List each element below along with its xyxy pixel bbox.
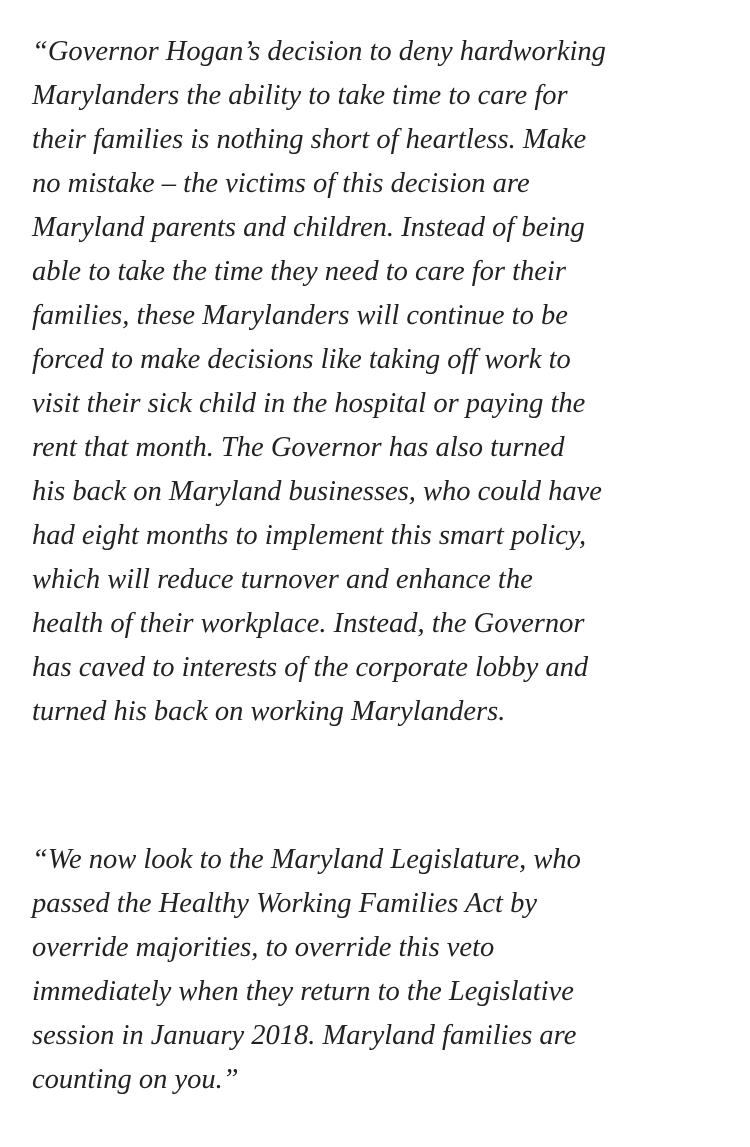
paragraph-line: “We now look to the Maryland Legislature, who [32, 844, 581, 875]
paragraph-line: which will reduce turnover and enhance the [32, 564, 533, 595]
paragraph-line: counting on you.” [32, 1064, 239, 1095]
paragraph-line: forced to make decisions like taking off work to [32, 344, 571, 375]
paragraph-line: had eight months to implement this smart policy, [32, 520, 587, 551]
paragraph-line: health of their workplace. Instead, the Governor [32, 608, 585, 639]
paragraph-line: visit their sick child in the hospital or paying the [32, 388, 586, 419]
statement-document [32, 30, 732, 1102]
paragraph-line: families, these Marylanders will continue to be [32, 300, 568, 331]
paragraph-line: immediately when they return to the Legislative [32, 976, 574, 1007]
paragraph-line: passed the Healthy Working Families Act by [32, 888, 537, 919]
paragraph-line: turned his back on working Marylanders. [32, 696, 506, 727]
paragraph-line: their families is nothing short of heartless. Make [32, 124, 587, 155]
paragraph-line: his back on Maryland businesses, who could have [32, 476, 602, 507]
statement-paragraph-1 [32, 30, 732, 734]
paragraph-line: override majorities, to override this veto [32, 932, 495, 963]
paragraph-line: has caved to interests of the corporate lobby and [32, 652, 589, 683]
paragraph-line: session in January 2018. Maryland families are [32, 1020, 577, 1051]
statement-paragraph-2 [32, 838, 732, 1102]
paragraph-line: Maryland parents and children. Instead of being [32, 212, 585, 243]
paragraph-line: rent that month. The Governor has also turned [32, 432, 565, 463]
paragraph-line: able to take the time they need to care for their [32, 256, 566, 287]
paragraph-line: no mistake – the victims of this decision are [32, 168, 530, 199]
paragraph-line: “Governor Hogan’s decision to deny hardworking [32, 36, 606, 67]
paragraph-line: Marylanders the ability to take time to care for [32, 80, 568, 111]
